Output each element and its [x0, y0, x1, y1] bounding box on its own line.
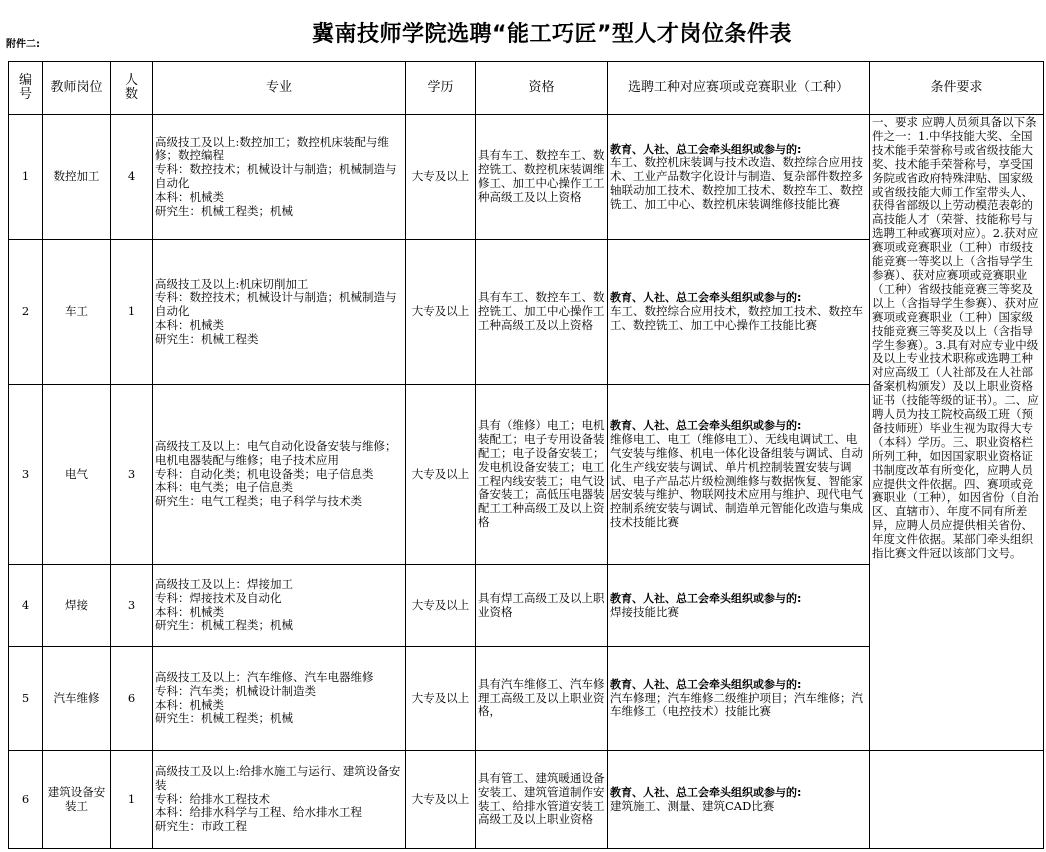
- major-line: 专科：数控技术；机械设计与制造；机械制造与自动化: [155, 162, 397, 190]
- col-header-post: 教师岗位: [43, 62, 111, 115]
- col-header-requirements: 条件要求: [870, 62, 1044, 115]
- contest-lead: 教育、人社、总工会牵头组织或参与的:: [610, 142, 802, 156]
- table-row: [9, 115, 1044, 240]
- row-education: 大专及以上: [406, 647, 476, 751]
- positions-table: [8, 61, 1044, 849]
- major-line: 专科：数控技术；机械设计与制造；机械制造与自动化: [155, 290, 397, 319]
- row-count: 1: [111, 751, 153, 849]
- major-line: 研究生：机械工程类；机械: [155, 618, 293, 633]
- row-count: 1: [111, 240, 153, 385]
- contest-text: 建筑施工、测量、建筑CAD比赛: [610, 798, 775, 813]
- contest-text: 汽车修理；汽车维修二级维护项目；汽车维修；汽车维修工（电控技术）技能比赛: [610, 690, 863, 719]
- row-count: 4: [111, 115, 153, 240]
- major-line: 高级技工及以上：焊接加工: [155, 576, 293, 591]
- major-line: 研究生：机械工程类；机械: [155, 203, 293, 218]
- row-qualification: 具有车工、数控车工、数控铣工、加工中心操作工工种高级工及以上资格: [476, 240, 608, 385]
- major-line: 专科：自动化类；机电设备类；电子信息类: [155, 466, 374, 481]
- row-post: 电气: [43, 385, 111, 565]
- requirements-empty-cell: [870, 751, 1044, 849]
- row-count: 6: [111, 647, 153, 751]
- table-header-row: [9, 62, 1044, 115]
- page-title: 冀南技师学院选聘“能工巧匠”型人才岗位条件表: [312, 22, 792, 47]
- row-qualification: 具有车工、数控车工、数控铣工、数控机床装调维修工、加工中心操作工工种高级工及以上资格: [476, 115, 608, 240]
- major-line: 研究生：机械工程类: [155, 331, 259, 346]
- major-line: 研究生：电气工程类；电子科学与技术类: [155, 494, 362, 509]
- row-contest: [608, 751, 870, 849]
- row-number: 1: [9, 115, 43, 240]
- row-number: 2: [9, 240, 43, 385]
- row-post: 数控加工: [43, 115, 111, 240]
- col-header-count: 人数: [111, 62, 153, 115]
- row-education: 大专及以上: [406, 115, 476, 240]
- major-line: 研究生：机械工程类；机械: [155, 711, 293, 726]
- col-header-contest: 选聘工种对应赛项或竞赛职业（工种）: [608, 62, 870, 115]
- major-line: 高级技工及以上:数控加工；数控机床装配与维修；数控编程: [155, 134, 389, 163]
- row-post: 汽车维修: [43, 647, 111, 751]
- row-number: 6: [9, 751, 43, 849]
- row-contest: [608, 240, 870, 385]
- attachment-label: 附件二:: [6, 39, 40, 50]
- row-count: 3: [111, 565, 153, 647]
- major-line: 本科：机械类: [155, 604, 224, 619]
- major-line: 本科：给排水科学与工程、给水排水工程: [155, 805, 362, 820]
- major-line: 高级技工及以上:给排水施工与运行、建筑设备安装: [155, 764, 401, 792]
- contest-lead: 教育、人社、总工会牵头组织或参与的:: [610, 785, 802, 799]
- row-education: 大专及以上: [406, 751, 476, 849]
- row-post: 建筑设备安装工: [43, 751, 111, 849]
- major-line: 研究生：市政工程: [155, 819, 247, 834]
- row-contest: [608, 565, 870, 647]
- row-number: 3: [9, 385, 43, 565]
- row-qualification: 具有（维修）电工；电机装配工；电子专用设备装配工；电子设备安装工；发电机设备安装工；电工工程内线安装工；电气设备安装工；高低压电器装配工工种高级工及以上资格: [476, 385, 608, 565]
- col-header-major: 专业: [153, 62, 406, 115]
- contest-text: 车工、数控机床装调与技术改造、数控综合应用技术、工业产品数字化设计与制造、复杂部件数控多轴联动加工技术、数控加工技术、数控车工、数控铣工、加工中心、数控机床装调维修技能比赛: [610, 155, 863, 211]
- row-qualification: 具有焊工高级工及以上职业资格: [476, 565, 608, 647]
- contest-lead: 教育、人社、总工会牵头组织或参与的:: [610, 291, 802, 305]
- row-major: [153, 240, 406, 385]
- major-line: 专科：汽车类；机械设计制造类: [155, 683, 316, 698]
- row-education: 大专及以上: [406, 385, 476, 565]
- row-major: [153, 751, 406, 849]
- row-contest: [608, 385, 870, 565]
- row-major: [153, 647, 406, 751]
- row-contest: [608, 115, 870, 240]
- major-line: 本科：机械类: [155, 317, 224, 332]
- col-header-education: 学历: [406, 62, 476, 115]
- major-line: 专科：给排水工程技术: [155, 791, 270, 806]
- major-line: 本科：电气类；电子信息类: [155, 480, 293, 495]
- row-number: 5: [9, 647, 43, 751]
- major-line: 本科：机械类: [155, 697, 224, 712]
- major-line: 本科：机械类: [155, 189, 224, 204]
- col-header-number: 编号: [9, 62, 43, 115]
- row-post: 焊接: [43, 565, 111, 647]
- row-count: 3: [111, 385, 153, 565]
- major-line: 高级技工及以上:机床切削加工: [155, 276, 309, 291]
- row-major: [153, 385, 406, 565]
- table-row: [9, 751, 1044, 849]
- major-line: 高级技工及以上：汽车维修、汽车电器维修: [155, 669, 374, 684]
- contest-lead: 教育、人社、总工会牵头组织或参与的:: [610, 677, 802, 691]
- contest-text: 焊接技能比赛: [610, 604, 679, 619]
- requirements-cell: 一、要求 应聘人员须具备以下条件之一：1.中华技能大奖、全国技术能手荣誉称号或省级技能大奖、技术能手荣誉称号，享受国务院或省政府特殊津贴、国家级或省级技能大师工作室带头人、获得省部级以上劳动模范表彰的高技能人才（荣誉、技能称号与选聘工种或赛项对应）。2.获对应赛项或竞赛职业（工种）市级技能竞赛一等奖以上（含指导学生参赛）、获对应赛项或竞赛职业（工种）省级技能竞赛三等奖及以上（含指导学生参赛）、获对应赛项或竞赛职业（工种）国家级技能竞赛三等奖及以上（含指导学生参赛）。3.具有对应专业中级及以上专业技术职称或选聘工种对应高级工（人社部及在人社部备案机构颁发）及以上职业资格证书（技能等级的证书）。二、应聘人员为技工院校高级工班（预备技师班）毕业生视为取得大专（本科）学历。三、职业资格栏所列工种，如因国家职业资格证书制度改革有所变化，应聘人员应提供文件依据。四、赛项或竞赛职业（工种），如因省份（自治区、直辖市）、年度不同有所差异，应聘人员应提供相关省份、年度文件依据。某部门牵头组织指比赛文件冠以该部门文号。: [870, 115, 1044, 751]
- row-qualification: 具有管工、建筑暖通设备安装工、建筑管道制作安装工、给排水管道安装工高级工及以上职业资格: [476, 751, 608, 849]
- col-header-qualification: 资格: [476, 62, 608, 115]
- major-line: 专科：焊接技术及自动化: [155, 590, 282, 605]
- row-major: [153, 115, 406, 240]
- major-line: 高级技工及以上：电气自动化设备安装与维修；电机电器装配与维修；电子技术应用: [155, 439, 397, 467]
- contest-lead: 教育、人社、总工会牵头组织或参与的:: [610, 419, 802, 433]
- contest-text: 车工、数控综合应用技术，数控加工技术、数控车工、数控铣工、加工中心操作工技能比赛: [610, 304, 863, 332]
- row-major: [153, 565, 406, 647]
- row-number: 4: [9, 565, 43, 647]
- contest-text: 维修电工、电工（维修电工）、无线电调试工、电气安装与维修、机电一体化设备组装与调试、自动化生产线安装与调试、单片机控制装置安装与调试、电子产品芯片级检测维修与数据恢复、智能家居安装与维护、物联网技术应用与维护、现代电气控制系统安装与调试、制造单元智能化改造与集成技术技能比赛: [610, 432, 863, 529]
- row-education: 大专及以上: [406, 565, 476, 647]
- row-education: 大专及以上: [406, 240, 476, 385]
- contest-lead: 教育、人社、总工会牵头组织或参与的:: [610, 591, 802, 605]
- row-qualification: 具有汽车维修工、汽车修理工高级工及以上职业资格，: [476, 647, 608, 751]
- row-post: 车工: [43, 240, 111, 385]
- row-contest: [608, 647, 870, 751]
